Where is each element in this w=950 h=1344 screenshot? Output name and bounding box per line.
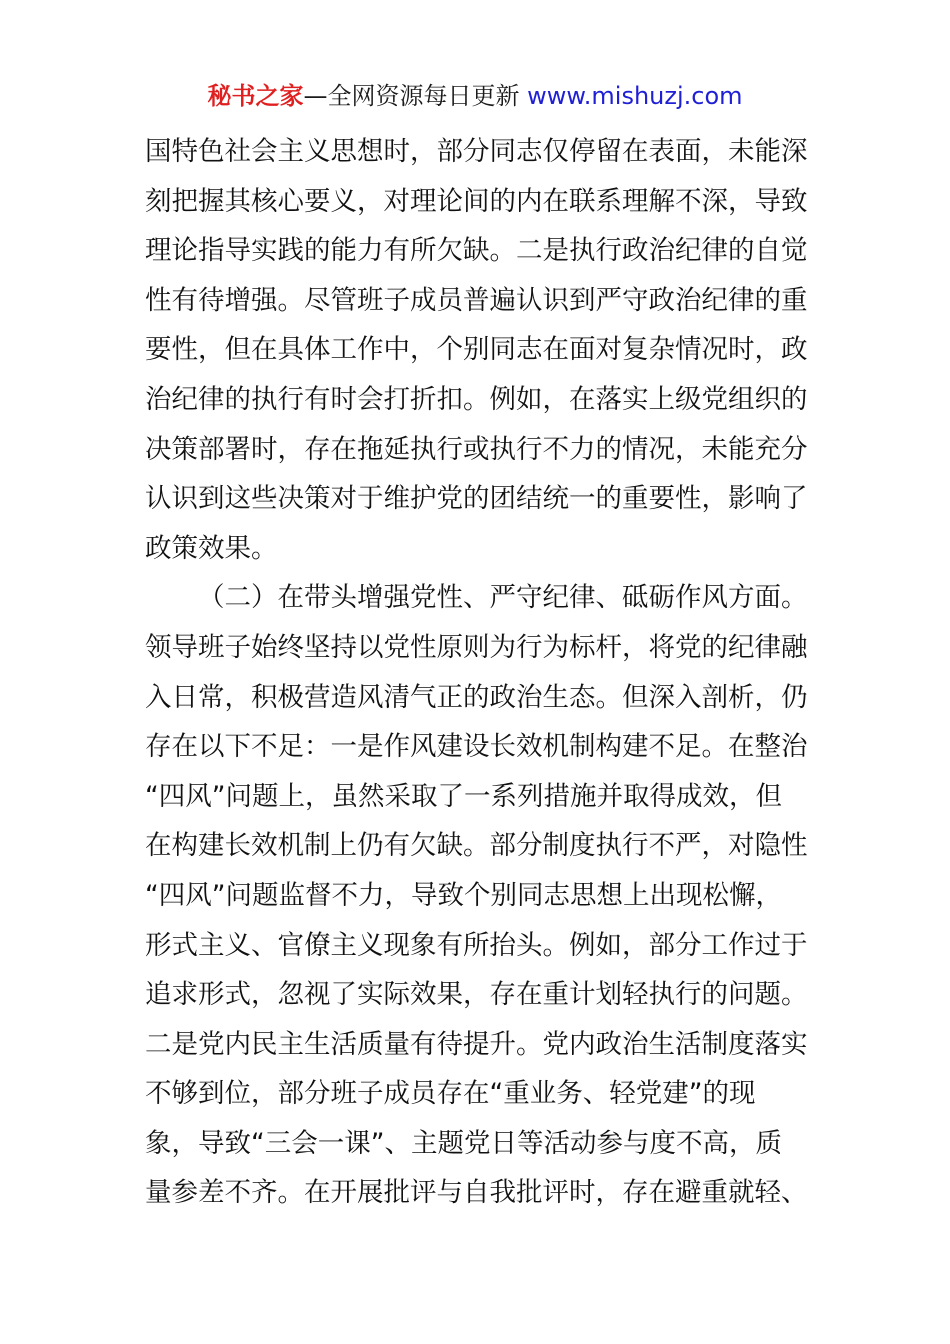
text-line: 政策效果。	[145, 532, 278, 564]
brand-name: 秘书之家	[207, 82, 304, 110]
text-line: 二是党内民主生活质量有待提升。党内政治生活制度落实	[145, 1028, 808, 1060]
text-line: 入日常，积极营造风清气正的政治生态。但深入剖析，仍	[145, 681, 808, 713]
text-line: 刻把握其核心要义，对理论间的内在联系理解不深，导致	[145, 185, 808, 217]
section-heading: （二）在带头增强党性、严守纪律、砥砺作风方面。	[198, 582, 808, 614]
text-line: 决策部署时，存在拖延执行或执行不力的情况，未能充分	[145, 433, 808, 465]
text-line: 象，导致“三会一课”、主题党日等活动参与度不高，质	[145, 1127, 782, 1159]
text-line: 量参差不齐。在开展批评与自我批评时，存在避重就轻、	[145, 1177, 808, 1209]
text-line: 存在以下不足：一是作风建设长效机制构建不足。在整治	[145, 731, 808, 763]
text-line: 形式主义、官僚主义现象有所抬头。例如，部分工作过于	[145, 929, 808, 961]
document-body	[145, 127, 810, 1218]
text-line: “四风”问题监督不力，导致个别同志思想上出现松懈，	[145, 879, 782, 911]
text-line: “四风”问题上，虽然采取了一系列措施并取得成效，但	[145, 780, 782, 812]
text-line: 追求形式，忽视了实际效果，存在重计划轻执行的问题。	[145, 979, 808, 1011]
text-line: 在构建长效机制上仍有欠缺。部分制度执行不严，对隐性	[145, 830, 808, 862]
text-line: 国特色社会主义思想时，部分同志仅停留在表面，未能深	[145, 136, 808, 167]
text-line: 领导班子始终坚持以党性原则为行为标杆，将党的纪律融	[145, 631, 808, 663]
page-header	[0, 80, 950, 112]
site-url-link[interactable]: www.mishuzj.com	[527, 82, 743, 110]
text-line: 不够到位，部分班子成员存在“重业务、轻党建”的现	[145, 1078, 756, 1110]
text-line: 认识到这些决策对于维护党的团结统一的重要性，影响了	[145, 483, 808, 515]
text-line: 性有待增强。尽管班子成员普遍认识到严守政治纪律的重	[145, 284, 808, 316]
text-line: 要性，但在具体工作中，个别同志在面对复杂情况时，政	[145, 334, 808, 366]
text-line: 治纪律的执行有时会打折扣。例如，在落实上级党组织的	[145, 383, 808, 415]
header-tagline: —全网资源每日更新	[303, 82, 520, 110]
text-line: 理论指导实践的能力有所欠缺。二是执行政治纪律的自觉	[145, 235, 808, 267]
